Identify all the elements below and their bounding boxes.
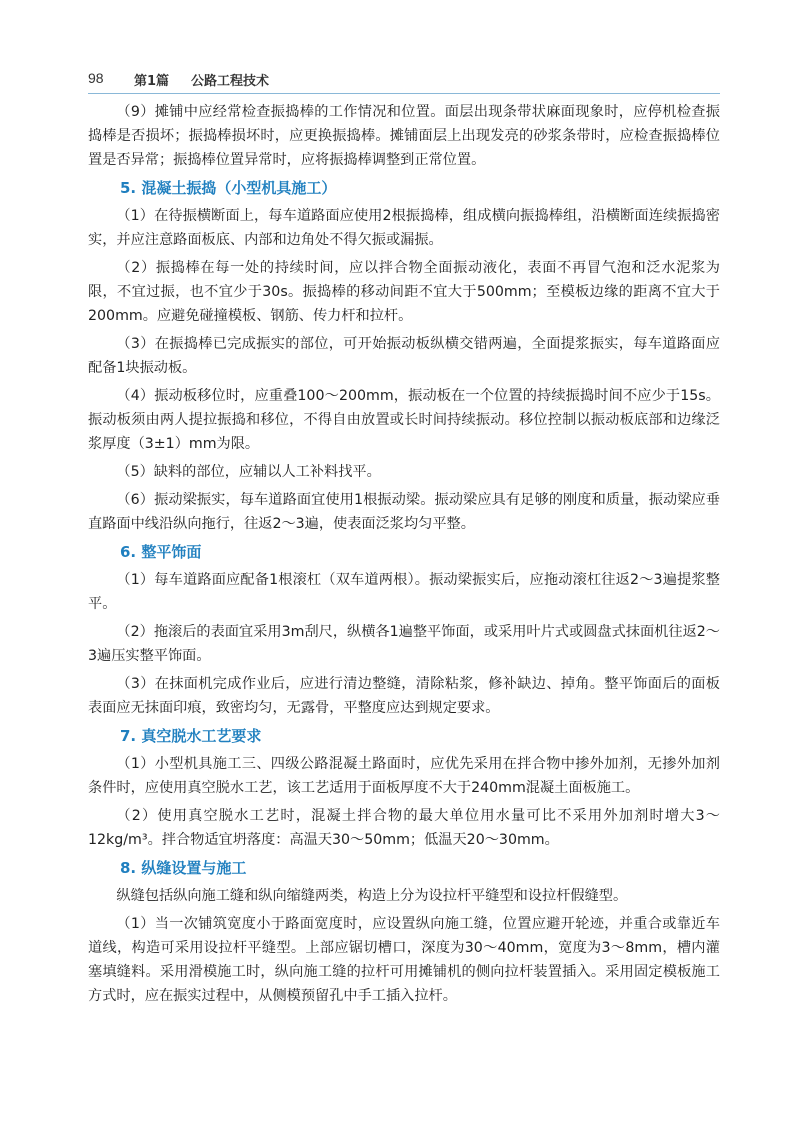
paragraph: （6）振动梁振实，每车道路面宜使用1根振动梁。振动梁应具有足够的刚度和质量，振动梁应垂直路面中线沿纵向拖行，往返2～3遍，使表面泛浆均匀平整。 xyxy=(88,492,720,532)
paragraph: （1）每车道路面应配备1根滚杠（双车道两根）。振动梁振实后，应拖动滚杠往返2～3遍提浆整平。 xyxy=(88,572,720,612)
section-heading: 8. 纵缝设置与施工 xyxy=(120,859,247,877)
paragraph: （2）振捣棒在每一处的持续时间，应以拌合物全面振动液化，表面不再冒气泡和泛水泥浆为限，不宜过振，也不宜少于30s。振捣棒的移动间距不宜大于500mm；至模板边缘的距离不宜大于200mm。应避免碰撞模板、钢筋、传力杆和拉杆。 xyxy=(88,260,720,324)
paragraph: 纵缝包括纵向施工缝和纵向缩缝两类，构造上分为设拉杆平缝型和设拉杆假缝型。 xyxy=(116,888,628,904)
paragraph: （5）缺料的部位，应辅以人工补料找平。 xyxy=(116,464,381,480)
section-heading: 6. 整平饰面 xyxy=(120,543,202,561)
paragraph: （3）在振捣棒已完成振实的部位，可开始振动板纵横交错两遍，全面提浆振实，每车道路面应配备1块振动板。 xyxy=(88,336,720,376)
paragraph: （1）当一次铺筑宽度小于路面宽度时，应设置纵向施工缝，位置应避开轮迹，并重合或靠近车道线，构造可采用设拉杆平缝型。上部应锯切槽口，深度为30～40mm，宽度为3～8mm，槽内灌塞填缝料。采用滑模施工时，纵向施工缝的拉杆可用摊铺机的侧向拉杆装置插入。采用固定模板施工方式时，应在振实过程中，从侧模预留孔中手工插入拉杆。 xyxy=(88,916,720,1004)
part-title: 公路工程技术 xyxy=(191,74,270,89)
paragraph: （9）摊铺中应经常检查振捣棒的工作情况和位置。面层出现条带状麻面现象时，应停机检查振捣棒是否损坏；振捣棒损坏时，应更换振捣棒。摊铺面层上出现发亮的砂浆条带时，应检查振捣棒位置是否异常；振捣棒位置异常时，应将振捣棒调整到正常位置。 xyxy=(88,104,720,168)
part-label: 第1篇 xyxy=(134,74,170,89)
paragraph: （2）拖滚后的表面宜采用3m刮尺，纵横各1遍整平饰面，或采用叶片式或圆盘式抹面机往返2～3遍压实整平饰面。 xyxy=(88,624,720,664)
paragraph: （3）在抹面机完成作业后，应进行清边整缝，清除粘浆，修补缺边、掉角。整平饰面后的面板表面应无抹面印痕，致密均匀，无露骨，平整度应达到规定要求。 xyxy=(88,676,720,716)
header-rule xyxy=(88,93,720,94)
page-header xyxy=(88,62,720,96)
page-number: 98 xyxy=(88,70,104,86)
section-heading: 7. 真空脱水工艺要求 xyxy=(120,727,262,745)
paragraph: （1）在待振横断面上，每车道路面应使用2根振捣棒，组成横向振捣棒组，沿横断面连续振捣密实，并应注意路面板底、内部和边角处不得欠振或漏振。 xyxy=(88,208,720,248)
section-heading: 5. 混凝土振捣（小型机具施工） xyxy=(120,179,337,197)
paragraph: （2）使用真空脱水工艺时，混凝土拌合物的最大单位用水量可比不采用外加剂时增大3～12kg/m³。拌合物适宜坍落度：高温天30～50mm；低温天20～30mm。 xyxy=(88,808,720,848)
paragraph: （4）振动板移位时，应重叠100～200mm，振动板在一个位置的持续振捣时间不应少于15s。振动板须由两人提拉振捣和移位，不得自由放置或长时间持续振动。移位控制以振动板底部和边缘泛浆厚度（3±1）mm为限。 xyxy=(88,388,720,452)
page-body xyxy=(88,100,720,1012)
paragraph: （1）小型机具施工三、四级公路混凝土路面时，应优先采用在拌合物中掺外加剂，无掺外加剂条件时，应使用真空脱水工艺，该工艺适用于面板厚度不大于240mm混凝土面板施工。 xyxy=(88,756,720,796)
